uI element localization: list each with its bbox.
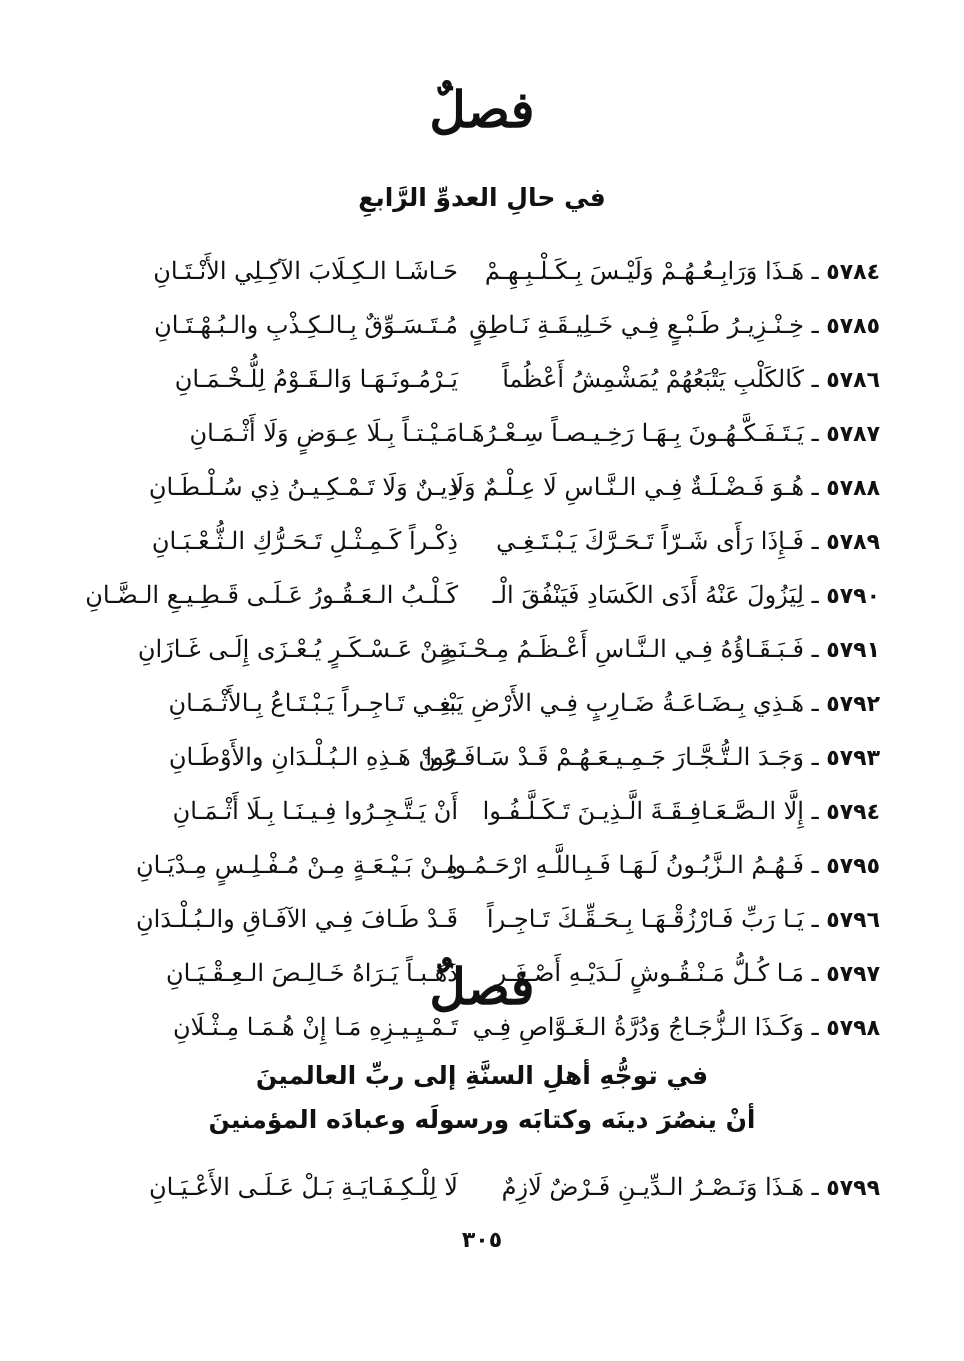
verse-second-hemistich: ذَهَـبـاً يَـرَاهُ خَـالِـصَ الـعِـقْـيَـانِ	[166, 959, 458, 987]
verse-number: ٥٧٨٤	[826, 260, 880, 285]
verse-line: ٥٧٩٣ ـ وَجَـدَ الـتُّـجَّـارَ جَـمِـيـعَـهُـمْ قَـدْ سَـافَـرُوا عَـنْ هَـذِهِ الـبُـلْـدَانِ والأَوْطَـانِ	[90, 730, 880, 784]
verse-first-hemistich: كَالكَلْبِ يَتْبَعُهُمْ يُمَشْمِشُ أَعْظُماً	[502, 365, 804, 393]
verse-first-hemistich: وَجَـدَ الـتُّـجَّـارَ جَـمِـيـعَـهُـمْ قَـدْ سَـافَـرُوا	[425, 743, 804, 771]
verse-list	[85, 244, 880, 1054]
verse-line: ٥٧٨٨ ـ هُـوَ فَـضْـلَـةٌ فِـي الـنَّـاسِ لَا عِـلْـمٌ وَلَا دِيـنٌ وَلَا تَـمْـكِـيـنُ ذِي سُـلْـطَـانِ	[90, 460, 880, 514]
verse-first-hemistich: فَـهُـمُ الـزَّبُـونُ لَـهَـا فَـبِـاللَّـهِ ارْحَـمُـوا	[447, 851, 804, 879]
verse-second-hemistich: كَـلْـبُ الـعَـقُـورُ عَـلَـى قَـطِـيـعِ الـضَّـانِ	[85, 581, 458, 609]
verse-line: ٥٧٩٩ ـ هَـذَا وَنَـصْـرُ الـدِّيـنِ فَـرْضٌ لَازِمٌ لَا لِلْـكِـفَـايَـةِ بَـلْ عَـلَـى الأَعْـيَـانِ	[90, 1160, 880, 1214]
section-subtitle-line-2: أنْ ينصُرَ دينَه وكتابَه ورسولَه وعبادَه المؤمنينَ	[208, 1105, 756, 1134]
verse-number: ٥٧٨٥	[826, 314, 880, 339]
verse-second-hemistich: مَـيْـتـاً بِـلَا عِـوَضٍ وَلَا أَثْـمَـانِ	[189, 419, 458, 447]
verse-second-hemistich: قَـدْ طَـافَ فِـي الآفَـاقِ والـبُـلْـدَانِ	[136, 905, 458, 933]
verse-first-hemistich: فَـبَـقَـاؤُهُ فِـي الـنَّـاسِ أَعْـظَـمُ مِـحْـنَـةٍ	[439, 635, 804, 663]
section-heading-fasl: فصلٌ	[429, 80, 535, 139]
verse-first-hemistich: خِـنْـزِيـرُ طَـبْـعٍ فِـي خَـلِيـقَـةِ نَـاطِقٍ	[469, 311, 804, 339]
verse-first-hemistich: فَـإِذَا رَأَى شَـرّاً تَـحَـرَّكَ يَـبْـتَـغِـي	[496, 527, 804, 555]
verse-line: ٥٧٨٩ ـ فَـإِذَا رَأَى شَـرّاً تَـحَـرَّكَ يَـبْـتَـغِـي ذِكْـراً كَـمِـثْـلِ تَـحَـرُّكِ الـثُّـعْـبَـانِ	[90, 514, 880, 568]
verse-line: ٥٧٨٤ ـ هَـذَا وَرَابِـعُـهُـمْ وَلَيْـسَ بِـكَـلْـبِـهِـمْ حَـاشَـا الـكِـلَابَ الآكِـلِي الأَنْـتَـانِ	[90, 244, 880, 298]
verse-line: ٥٧٩٤ ـ إِلَّا الـصَّـعَـافِـقَـةَ الَّـذِيـنَ تَـكَـلَّـفُـوا أَنْ يَـتَّـجِـرُوا فِـيـنَـا بِـلَا أَثْـمَـانِ	[90, 784, 880, 838]
verse-line: ٥٧٨٥ ـ خِـنْـزِيـرُ طَـبْـعٍ فِـي خَـلِيـقَـةِ نَـاطِقٍ مُـتَـسَـوِّقٌ بِـالـكِـذْبِ والـبُـهْـتَـانِ	[90, 298, 880, 352]
verse-number: ٥٧٩٧	[826, 962, 880, 987]
verse-line: ٥٧٩٠ ـ لِيَزُولَ عَنْهُ أَذَى الكَسَادِ فَيَنْفُقَ الْـ كَـلْـبُ الـعَـقُـورُ عَـلَـى قَـطِـيـعِ الـضَّـانِ	[85, 581, 880, 609]
verse-second-hemistich: مِـنْ بَـيْـعَـةٍ مِـنْ مُـفْـلِـسٍ مِـدْيَـانِ	[135, 851, 458, 879]
verse-first-hemistich: لِيَزُولَ عَنْهُ أَذَى الكَسَادِ فَيَنْفُقَ الْـ	[492, 581, 804, 609]
page-number: ٣٠٥	[461, 1228, 503, 1253]
verse-second-hemistich: مِـنْ عَـسْـكَـرٍ يُـعْـزَى إِلَـى غَـازَانِ	[137, 635, 458, 663]
verse-first-hemistich: هَـذَا وَرَابِـعُـهُـمْ وَلَيْـسَ بِـكَـلْـبِـهِـمْ	[484, 257, 804, 285]
verse-line: ٥٧٩٢ ـ هَـذِي بِـضَـاعَـةُ ضَـارِبٍ فِـي الأَرْضِ يَبْـ ـغِـي تَـاجِـراً يَـبْـتَـاعُ بِـالأَثْـمَـانِ	[90, 676, 880, 730]
verse-second-hemistich: أَنْ يَـتَّـجِـرُوا فِـيـنَـا بِـلَا أَثْـمَـانِ	[172, 797, 458, 825]
verse-line: ٥٧٨٧ ـ يَـتَـفَـكَّـهُـونَ بِـهَـا رَخِـيـصـاً سِـعْـرُهَـا مَـيْـتـاً بِـلَا عِـوَضٍ وَلَا أَثْـمَـانِ	[90, 406, 880, 460]
section-subtitle-line-1: في توجُّهِ أهلِ السنَّةِ إلى ربِّ العالمينَ	[255, 1061, 709, 1090]
verse-number: ٥٧٩٥	[826, 854, 880, 879]
verse-second-hemistich: تَـمْـيِـيـزِهِ مَـا إِنْ هُـمَـا مِـثْـلَانِ	[173, 1013, 458, 1041]
verse-second-hemistich: لَا لِلْـكِـفَـايَـةِ بَـلْ عَـلَـى الأَعْـيَـانِ	[149, 1173, 458, 1201]
verse-number: ٥٧٨٨	[826, 476, 880, 501]
verse-line: ٥٧٩٦ ـ يَـا رَبِّ فَـارْزُقْـهَـا بِـحَـقِّـكَ تَـاجِـراً قَـدْ طَـافَ فِـي الآفَـاقِ والـبُـلْـدَانِ	[90, 892, 880, 946]
section-heading-fasl: فصلٌ	[429, 957, 535, 1016]
verse-second-hemistich: ذِكْـراً كَـمِـثْـلِ تَـحَـرُّكِ الـثُّـعْـبَـانِ	[151, 527, 458, 555]
verse-second-hemistich: يَـرْمُـونَـهَـا وَالـقَـوْمُ لِلُّـخْـمَـانِ	[174, 365, 458, 393]
verse-number: ٥٧٩٩	[826, 1176, 880, 1201]
verse-line: ٥٧٨٦ ـ كَالكَلْبِ يَتْبَعُهُمْ يُمَشْمِشُ أَعْظُماً يَـرْمُـونَـهَـا وَالـقَـوْمُ لِلُّـخْـمَـانِ	[90, 352, 880, 406]
verse-first-hemistich: هَـذِي بِـضَـاعَـةُ ضَـارِبٍ فِـي الأَرْضِ يَبْـ	[442, 689, 804, 717]
verse-number: ٥٧٨٦	[826, 368, 880, 393]
verse-first-hemistich: مَـا كُـلُّ مَـنْـقُـوشٍ لَـدَيْـهِ أَصْـفَـرٍ	[494, 959, 804, 987]
verse-line: ٥٧٩١ ـ فَـبَـقَـاؤُهُ فِـي الـنَّـاسِ أَعْـظَـمُ مِـحْـنَـةٍ مِـنْ عَـسْـكَـرٍ يُـعْـزَى إِلَـى غَـازَانِ	[90, 622, 880, 676]
verse-number: ٥٧٨٩	[826, 530, 880, 555]
verse-second-hemistich: عَـنْ هَـذِهِ الـبُـلْـدَانِ والأَوْطَـانِ	[168, 743, 458, 771]
verse-line: ٥٧٩٥ ـ فَـهُـمُ الـزَّبُـونُ لَـهَـا فَـبِـاللَّـهِ ارْحَـمُـوا مِـنْ بَـيْـعَـةٍ مِـنْ مُـفْـلِـسٍ مِـدْيَـانِ	[90, 838, 880, 892]
verse-second-hemistich: ـغِـي تَـاجِـراً يَـبْـتَـاعُ بِـالأَثْـمَـانِ	[168, 689, 458, 717]
verse-first-hemistich: إِلَّا الـصَّـعَـافِـقَـةَ الَّـذِيـنَ تَـكَـلَّـفُـوا	[482, 797, 804, 825]
verse-first-hemistich: يَـتَـفَـكَّـهُـونَ بِـهَـا رَخِـيـصـاً سِـعْـرُهَـا	[457, 419, 804, 447]
verse-second-hemistich: دِيـنٌ وَلَا تَـمْـكِـيـنُ ذِي سُـلْـطَـانِ	[148, 473, 458, 501]
verse-number: ٥٧٩٢	[826, 692, 880, 717]
verse-first-hemistich: هَـذَا وَنَـصْـرُ الـدِّيـنِ فَـرْضٌ لَازِمٌ	[501, 1173, 804, 1201]
verse-number: ٥٧٩٨	[826, 1016, 880, 1041]
verse-first-hemistich: وَكَـذَا الـزُّجَـاجُ وَدُرَّةُ الـغَـوَّاصِ فِـي	[472, 1013, 804, 1041]
verse-number: ٥٧٩٣	[826, 746, 880, 771]
verse-list-section-2	[90, 1160, 880, 1214]
verse-line: ٥٧٩٨ ـ وَكَـذَا الـزُّجَـاجُ وَدُرَّةُ الـغَـوَّاصِ فِـي تَـمْـيِـيـزِهِ مَـا إِنْ هُـمَـا مِـثْـلَانِ	[90, 1000, 880, 1054]
verse-second-hemistich: حَـاشَـا الـكِـلَابَ الآكِـلِي الأَنْـتَـانِ	[153, 257, 458, 285]
verse-number: ٥٧٩١	[826, 638, 880, 663]
verse-number: ٥٧٩٦	[826, 908, 880, 933]
verse-line: ٥٧٩٧ ـ مَـا كُـلُّ مَـنْـقُـوشٍ لَـدَيْـهِ أَصْـفَـرٍ ذَهَـبـاً يَـرَاهُ خَـالِـصَ الـعِـقْـيَـانِ	[90, 946, 880, 1000]
verse-first-hemistich: يَـا رَبِّ فَـارْزُقْـهَـا بِـحَـقِّـكَ تَـاجِـراً	[486, 905, 804, 933]
verse-number: ٥٧٩٤	[826, 800, 880, 825]
verse-number: ٥٧٨٧	[826, 422, 880, 447]
verse-second-hemistich: مُـتَـسَـوِّقٌ بِـالـكِـذْبِ والـبُـهْـتَـانِ	[154, 311, 458, 339]
section-subtitle: في حالِ العدوِّ الرَّابعِ	[358, 183, 606, 212]
verse-number: ٥٧٩٠	[826, 584, 880, 609]
verse-first-hemistich: هُـوَ فَـضْـلَـةٌ فِـي الـنَّـاسِ لَا عِـلْـمٌ وَلَا	[450, 473, 804, 501]
